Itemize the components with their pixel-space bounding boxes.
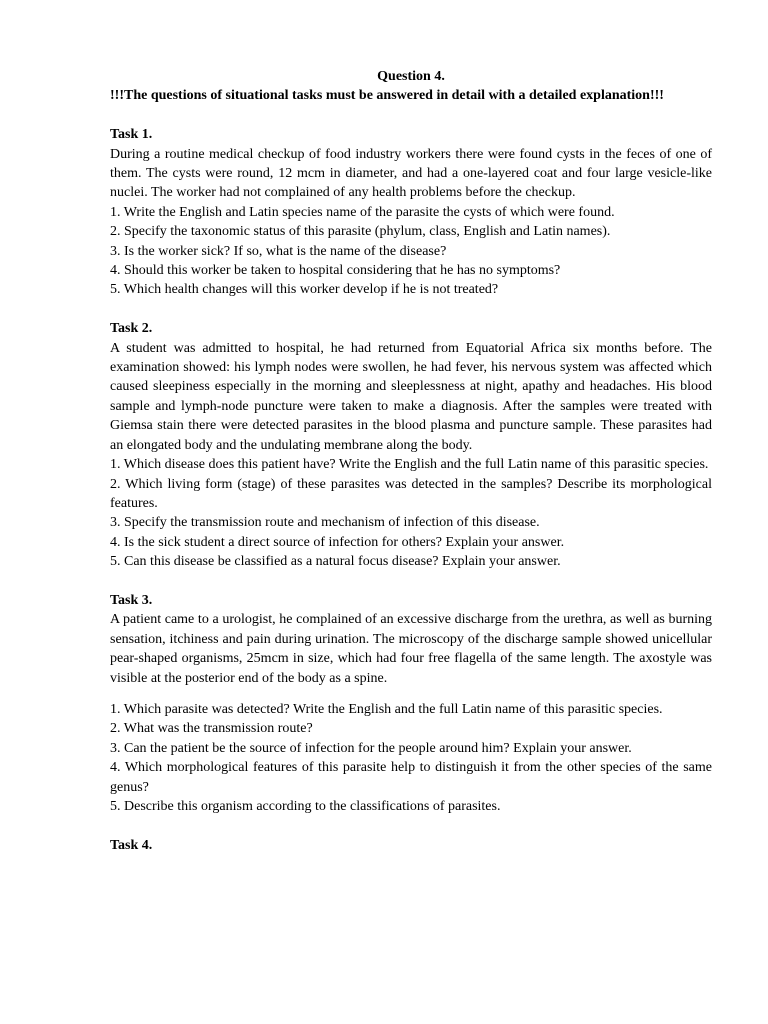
task-question: 1. Write the English and Latin species name of the parasite the cysts of which were found. [110,204,615,220]
task-question: 5. Can this disease be classified as a natural focus disease? Explain your answer. [110,554,561,570]
document-page [110,67,712,855]
task-question: 3. Specify the transmission route and mechanism of infection of this disease. [110,515,540,531]
task-description: During a routine medical checkup of food industry workers there were found cysts in the feces of one of them. The cysts were round, 12 mcm in diameter, and had a one-layered coat and four large vesicle-like nuclei. The worker had not complained of any health problems before the checkup. [110,146,712,201]
task-question: 3. Can the patient be the source of infection for the people around him? Explain your answer. [110,740,632,756]
task-question: 5. Which health changes will this worker develop if he is not treated? [110,282,499,298]
task-title: Task 3. [110,592,153,608]
task-question: 4. Should this worker be taken to hospital considering that he has no symptoms? [110,263,561,279]
task-question: 1. Which disease does this patient have? Write the English and the full Latin name of this parasitic species. [110,457,709,473]
task-question: 4. Is the sick student a direct source of infection for others? Explain your answer. [110,534,565,550]
question-title: Question 4. [377,69,445,84]
task-1 [110,125,712,300]
task-question: 1. Which parasite was detected? Write the English and the full Latin name of this parasitic species. [110,701,663,717]
task-title: Task 2. [110,321,153,337]
task-title: Task 4. [110,837,153,853]
task-description: A patient came to a urologist, he complained of an excessive discharge from the urethra, as well as burning sensation, itchiness and pain during urination. The microscopy of the discharge sample showed unicellular pear-shaped organisms, 25mcm in size, which had four free flagella of the same length. The axostyle was visible at the posterior end of the body as a spine. [110,612,712,686]
instruction-text: !!!The questions of situational tasks must be answered in detail with a detailed explanation!!! [110,88,664,104]
task-question: 3. Is the worker sick? If so, what is the name of the disease? [110,243,447,259]
task-3 [110,591,712,816]
task-description: A student was admitted to hospital, he had returned from Equatorial Africa six months before. The examination showed: his lymph nodes were swollen, he had fever, his nervous system was affected which caused sleepiness especially in the morning and sleeplessness at night, apathy and headaches. His blood sample and lymph-node puncture were taken to make a diagnosis. After the samples were treated with Giemsa stain there were detected parasites in the blood plasma and puncture sample. These parasites had an elongated body and the undulating membrane along the body. [110,340,712,453]
task-question: 5. Describe this organism according to the classifications of parasites. [110,798,501,814]
task-question: 4. Which morphological features of this parasite help to distinguish it from the other species of the same genus? [110,760,712,795]
task-4 [110,836,712,855]
task-question: 2. Which living form (stage) of these parasites was detected in the samples? Describe its morphological features. [110,476,712,511]
task-2 [110,319,712,571]
task-title: Task 1. [110,127,153,143]
task-question: 2. What was the transmission route? [110,721,313,737]
task-question: 2. Specify the taxonomic status of this parasite (phylum, class, English and Latin names). [110,224,611,240]
